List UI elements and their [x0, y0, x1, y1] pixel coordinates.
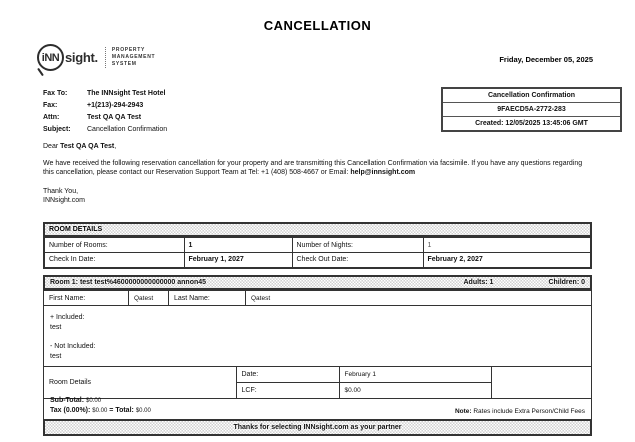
room1-section: [43, 275, 592, 421]
logo-tagline-line2: MANAGEMENT: [111, 54, 156, 60]
letter-paragraph: [43, 159, 594, 178]
logo-tagline-line3: SYSTEM: [111, 61, 137, 67]
room-details-cell-label: Room Details: [44, 367, 236, 399]
fax-number-label: Fax:: [43, 102, 58, 109]
salutation-suffix: ,: [114, 143, 117, 150]
rates-note: [455, 408, 585, 416]
room-rate-table: [44, 366, 591, 399]
room-details-section: [43, 222, 592, 269]
subject-label: Subject:: [43, 126, 71, 133]
date-value: February 1: [339, 367, 491, 383]
letter-body: [43, 142, 594, 206]
page-title: CANCELLATION: [263, 18, 372, 33]
room-details-header-bar: [43, 222, 592, 237]
number-of-rooms-value: 1: [184, 238, 292, 253]
closing-line1: Thank You,: [43, 187, 79, 195]
empty-cell: [491, 367, 591, 399]
table-row: [44, 238, 591, 253]
check-out-date-value: February 2, 2027: [423, 253, 591, 268]
lcf-value: $0.00: [339, 383, 491, 399]
room1-title: Room 1: test test%4600000000000000 annon45: [50, 279, 207, 286]
number-of-rooms-label: Number of Rooms:: [44, 238, 184, 253]
support-email: help@innsight.com: [350, 169, 416, 176]
subject-value: Cancellation Confirmation: [87, 126, 168, 133]
subtotal-value: $0.00: [86, 398, 102, 404]
number-of-nights-label: Number of Nights:: [292, 238, 423, 253]
room-details-table: [43, 237, 592, 269]
note-label: Note:: [454, 408, 472, 415]
document-date: Friday, December 05, 2025: [499, 55, 593, 64]
fax-number-value: +1(213)-294-2943: [87, 102, 144, 109]
note-text: Rates include Extra Person/Child Fees: [471, 408, 585, 415]
confirmation-created: Created: 12/05/2025 13:45:06 GMT: [475, 120, 588, 127]
first-name-value: Qatest: [129, 291, 169, 306]
salutation-prefix: Dear: [43, 143, 61, 150]
tax-value: $0.00: [92, 408, 108, 414]
attn-label: Attn:: [43, 114, 60, 121]
subject-row: [43, 124, 167, 136]
closing-line2: INNsight.com: [43, 197, 86, 204]
included-value: test: [50, 324, 62, 331]
guest-name-row: [43, 290, 592, 306]
totals-left: [50, 396, 151, 416]
inclusions-area: [44, 306, 591, 366]
lcf-label: LCF:: [236, 383, 339, 399]
innsight-logo: [37, 44, 155, 71]
room1-adults: Adults: 1: [463, 279, 494, 286]
equals-sign: =: [109, 407, 114, 414]
last-name-value: Qatest: [246, 291, 592, 306]
check-in-date-value: February 1, 2027: [184, 253, 292, 268]
magnifier-icon: [37, 44, 98, 71]
fax-number-row: [43, 100, 167, 112]
check-in-date-label: Check In Date:: [44, 253, 184, 268]
attn-row: [43, 112, 167, 124]
salutation-name: Test QA QA Test: [60, 143, 115, 150]
logo-circle-text: iNN: [37, 44, 64, 71]
fax-to-label: Fax To:: [43, 90, 68, 97]
fax-to-value: The INNsight Test Hotel: [87, 90, 166, 97]
tax-label: Tax (0.00%):: [50, 407, 91, 414]
not-included-label: - Not Included:: [50, 343, 96, 350]
total-value: $0.00: [135, 408, 151, 414]
not-included-value: test: [50, 353, 62, 360]
table-row: [44, 291, 592, 306]
confirmation-box: [441, 87, 622, 132]
logo-tagline: [105, 47, 155, 68]
room1-header-bar: [43, 275, 592, 290]
last-name-label: Last Name:: [169, 291, 246, 306]
footer-bar: [43, 419, 592, 436]
confirmation-box-title: Cancellation Confirmation: [443, 89, 620, 103]
date-label: Date:: [236, 367, 339, 383]
room1-body: [43, 306, 592, 399]
attn-value: Test QA QA Test: [87, 114, 142, 121]
total-label: Total:: [115, 407, 134, 414]
logo-rest-text: sight.: [65, 50, 98, 65]
subtotal-label: Sub-Total:: [50, 397, 85, 404]
totals-row: [43, 399, 592, 421]
confirmation-id: 9FAECD5A-2772-283: [443, 103, 620, 117]
subtotal-line: [50, 396, 151, 406]
fax-to-row: [43, 88, 167, 100]
footer-text: Thanks for selecting INNsight.com as your partner: [233, 424, 402, 431]
salutation: [43, 142, 594, 152]
table-row: [44, 253, 591, 268]
tax-total-line: [50, 406, 151, 416]
logo-tagline-line1: PROPERTY: [111, 47, 145, 53]
number-of-nights-value: 1: [423, 238, 591, 253]
table-row: [44, 367, 591, 383]
letter-paragraph-text: We have received the following reservation cancellation for your property and are transmitting this Cancellation Confirmation via facsimile. If you have any questions regarding this cancellation, please contact our Reservation Support Team at Tel: +1 (408) 508-4667 or Email:: [43, 159, 583, 176]
check-out-date-label: Check Out Date:: [292, 253, 423, 268]
included-label: + Included:: [50, 314, 85, 321]
room-details-header-label: ROOM DETAILS: [49, 226, 103, 233]
first-name-label: First Name:: [44, 291, 129, 306]
fax-header-block: [43, 88, 167, 136]
room1-children: Children: 0: [548, 279, 585, 286]
